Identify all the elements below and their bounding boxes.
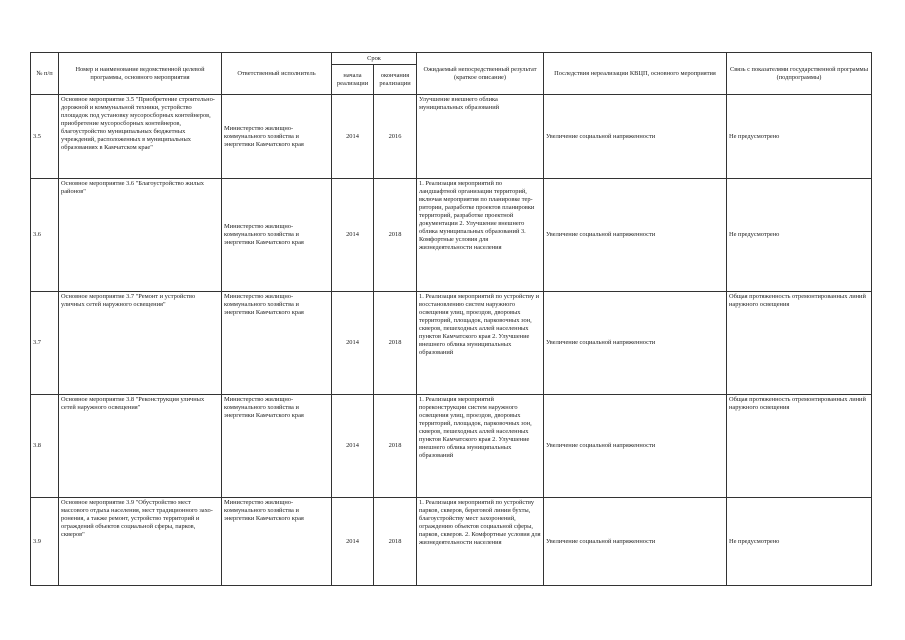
row-consequences: Увеличение социальной напряженности <box>544 292 727 395</box>
row-result: 1. Реализация мероприятий пореконструкции систем наружного освещения улиц, проездов, дворовых территорий, площадок, парковочных зон, скверов, пешеходных аллей населенных пунктов Камчатского края 2. Улучшение внешнего облика муниципальных образований <box>417 395 544 498</box>
row-executor: Министерство жилищно-коммунального хозяйства и энергетики Камчатского края <box>222 395 332 498</box>
table-row <box>31 179 872 292</box>
row-name: Основное мероприятие 3.8 "Реконструкция уличных сетей наружного освещения" <box>59 395 222 498</box>
header-link: Связь с показателями государственной программы (подпрограммы) <box>727 53 872 95</box>
row-start: 2014 <box>332 179 374 292</box>
header-term: Срок <box>332 53 417 65</box>
row-number: 3.5 <box>31 95 59 179</box>
row-number: 3.9 <box>31 498 59 586</box>
row-start: 2014 <box>332 292 374 395</box>
table-row <box>31 292 872 395</box>
row-end: 2018 <box>374 179 417 292</box>
table-row <box>31 395 872 498</box>
row-end: 2018 <box>374 292 417 395</box>
row-number: 3.7 <box>31 292 59 395</box>
row-start: 2014 <box>332 95 374 179</box>
row-name: Основное мероприятие 3.7 "Ремонт и устройство уличных сетей наружного освещения" <box>59 292 222 395</box>
row-result: 1. Реализация мероприятий по ландшафтной организации территорий, включая мероприятия по планировке тер-ритории, разработке проектов планировки территорий, разработке проектной документации 2. Улучшение внешнего облика муниципальных образований 3. Комфортные условия для жизнедеятельности населения <box>417 179 544 292</box>
row-start: 2014 <box>332 498 374 586</box>
header-end: окончания реализации <box>374 65 417 95</box>
row-number: 3.6 <box>31 179 59 292</box>
row-name: Основное мероприятие 3.6 "Благоустройство жилых районов" <box>59 179 222 292</box>
programs-table <box>30 52 872 586</box>
row-end: 2018 <box>374 498 417 586</box>
row-executor: Министерство жилищно-коммунального хозяйства и энергетики Камчатского края <box>222 292 332 395</box>
table-row <box>31 95 872 179</box>
row-executor: Министерство жилищно-коммунального хозяйства и энергетики Камчатского края <box>222 95 332 179</box>
row-consequences: Увеличение социальной напряженности <box>544 498 727 586</box>
row-result: 1. Реализация мероприятий по устройству и восстановлению систем наружного освещения улиц, проездов, дворовых территорий, площадок, парковочных зон, скверов, пешеходных аллей населенных пунктов Камчатского края 2. Улучшение внешнего облика муниципальных образований <box>417 292 544 395</box>
header-number: № п/п <box>31 53 59 95</box>
row-consequences: Увеличение социальной напряженности <box>544 395 727 498</box>
row-link: Общая протяженность отремонтированных линий наружного освещения <box>727 292 872 395</box>
row-name: Основное мероприятие 3.5 "Приобретение строительно-дорожной и коммунальной техники, устройство площадок под установку мусоросборных контейнеров, приобретение мусоросборных контейнеров, благоустройство муниципальных бюджетных учреждений, расположенных в муниципальных образованиях в Камчатском крае" <box>59 95 222 179</box>
row-result: Улучшение внешнего облика муниципальных образований <box>417 95 544 179</box>
row-link: Не предусмотрено <box>727 179 872 292</box>
table-row <box>31 498 872 586</box>
row-name: Основное мероприятие 3.9 "Обустройство мест массового отдыха населения, мест традиционного захо-ронения, а также ремонт, устройство территорий и ограждений объектов социальной сферы, парков, скверов" <box>59 498 222 586</box>
row-consequences: Увеличение социальной напряженности <box>544 179 727 292</box>
row-end: 2018 <box>374 395 417 498</box>
row-link: Не предусмотрено <box>727 498 872 586</box>
header-consequences: Последствия нереализации КВЦП, основного мероприятия <box>544 53 727 95</box>
header-result: Ожидаемый непосредственный результат (краткое описание) <box>417 53 544 95</box>
row-consequences: Увеличение социальной напряженности <box>544 95 727 179</box>
row-executor: Министерство жилищно-коммунального хозяйства и энергетики Камчатского края <box>222 179 332 292</box>
row-executor: Министерство жилищно-коммунального хозяйства и энергетики Камчатского края <box>222 498 332 586</box>
row-number: 3.8 <box>31 395 59 498</box>
row-start: 2014 <box>332 395 374 498</box>
header-executor: Ответственный исполнитель <box>222 53 332 95</box>
row-link: Общая протяженность отремонтированных линий наружного освещения <box>727 395 872 498</box>
row-end: 2016 <box>374 95 417 179</box>
row-link: Не предусмотрено <box>727 95 872 179</box>
header-name: Номер и наименование ведомственной целевой программы, основного мероприятия <box>59 53 222 95</box>
header-start: начала реализации <box>332 65 374 95</box>
row-result: 1. Реализация мероприятий по устройству парков, скверов, береговой линии бухты, благоустройству мест захоронений, ограждению объектов социальной сферы, парков, скверов. 2. Комфортные условия для жизнедеятельности населения <box>417 498 544 586</box>
